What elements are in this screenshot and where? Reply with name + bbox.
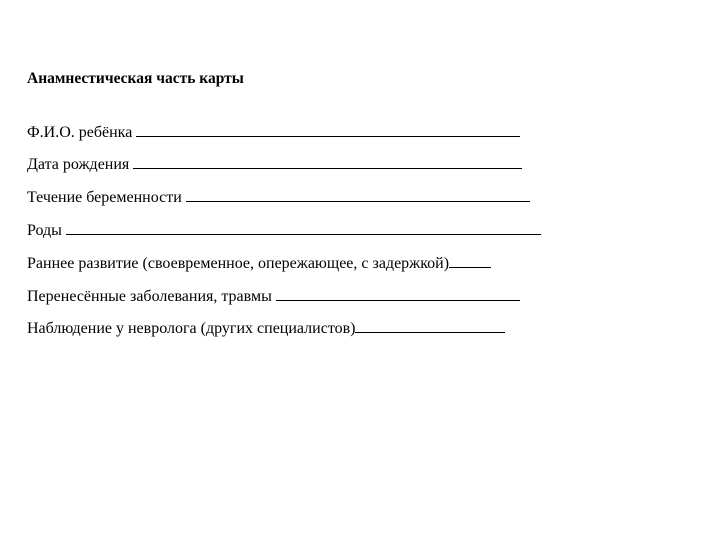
fill-in-line[interactable]	[186, 187, 530, 202]
field-child-name	[27, 122, 520, 142]
field-label: Ф.И.О. ребёнка	[27, 124, 133, 141]
field-birth-date	[27, 154, 522, 174]
field-birth	[27, 220, 541, 240]
fill-in-line[interactable]	[66, 220, 541, 235]
field-pregnancy-course	[27, 187, 530, 207]
fill-in-line[interactable]	[133, 154, 522, 169]
field-past-illnesses	[27, 286, 520, 306]
field-label: Перенесённые заболевания, травмы	[27, 288, 272, 305]
field-label: Роды	[27, 222, 62, 239]
document-title: Анамнестическая часть карты	[27, 70, 244, 87]
fill-in-line[interactable]	[136, 122, 520, 137]
field-neurologist-observation	[27, 318, 505, 338]
fill-in-line[interactable]	[449, 253, 491, 268]
field-label: Раннее развитие (своевременное, опережающее, с задержкой)	[27, 255, 450, 272]
field-label: Течение беременности	[27, 189, 182, 206]
field-label: Наблюдение у невролога (других специалистов)	[27, 320, 356, 337]
field-label: Дата рождения	[27, 156, 130, 173]
field-early-development	[27, 253, 491, 273]
fill-in-line[interactable]	[355, 318, 505, 333]
fill-in-line[interactable]	[276, 286, 520, 301]
